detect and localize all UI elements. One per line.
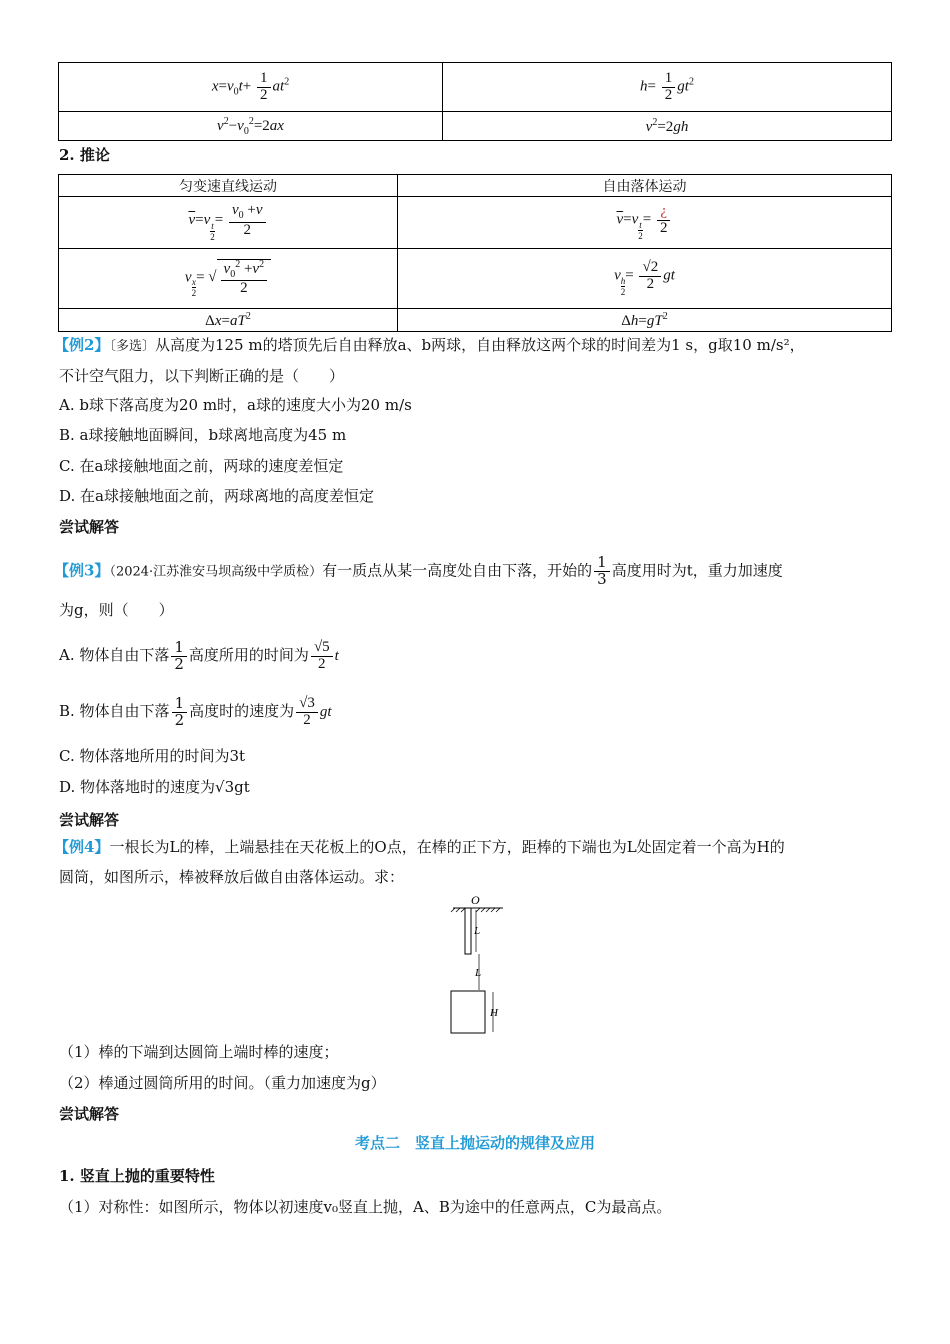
ex2-stem-line2: 不计空气阻力，以下判断正确的是（ ） [59, 367, 345, 385]
table1-r2-left: $v^2-v_0^2=2ax$ [59, 112, 443, 141]
ex2-stem1: 从高度为125 m的塔顶先后自由释放a、b两球，自由释放这两个球的时间差为1 s，g取10 m/s²， [154, 336, 805, 354]
table1-r2-right: $v^2=2gh$ [443, 112, 892, 141]
ex3-option-c: C. 物体落地所用的时间为3t [59, 747, 246, 765]
table2-header-right: 自由落体运动 [398, 175, 892, 197]
ex3-stem-line1 [54, 555, 783, 588]
table2-r2-left: v $\frac{x}{2}$ = √ $\frac{v_0^2 +v^2}{2}$ [59, 249, 398, 309]
ex3-try-answer: 尝试解答 [59, 811, 120, 829]
subheading-1-text: （1）对称性：如图所示，物体以初速度v₀竖直上抛，A、B为途中的任意两点，C为最高点。 [59, 1198, 672, 1216]
kinematics-table-1 [58, 62, 892, 141]
table2-r1-right: $\overline{v}=v$ $\frac{t}{2}$ = $\frac{¿}{2}$ [398, 197, 892, 249]
rod-tube-figure [445, 892, 515, 1038]
table2-r1-left: $\overline{v}=v$ $\frac{t}{2}$ = $\frac{v_0 +v}{2}$ [59, 197, 398, 249]
ex2-multi-label: 〔多选〕 [109, 339, 155, 354]
ex3-option-d: D. 物体落地时的速度为√3gt [59, 778, 250, 796]
ex4-try-answer: 尝试解答 [59, 1105, 120, 1123]
ex2-tag: 【例2】 [54, 336, 110, 354]
ex2-option-a: A. b球下落高度为20 m时，a球的速度大小为20 m/s [59, 396, 412, 414]
figure-label-l1: L [474, 925, 481, 937]
ex3-source: （2024·江苏淮安马坝高级中学质检） [109, 564, 323, 580]
ex4-stem1: 一根长为L的棒，上端悬挂在天花板上的O点，在棒的正下方，距棒的下端也为L处固定着一个高为H的 [109, 838, 785, 856]
table1-r1-left: $x=v_0t+$ $\frac{1}{2}$ $at^2$ [59, 63, 443, 112]
ex2-stem-line1 [54, 334, 805, 358]
figure-label-l2: L [475, 967, 482, 979]
figure-label-o: O [471, 893, 480, 907]
ex4-tag: 【例4】 [54, 838, 110, 856]
ex4-question-1: （1）棒的下端到达圆筒上端时棒的速度； [59, 1043, 339, 1061]
rod [465, 908, 471, 954]
ex2-option-b: B. a球接触地面瞬间，b球离地高度为45 m [59, 426, 347, 444]
table2-header-left: 匀变速直线运动 [59, 175, 398, 197]
ex3-tag: 【例3】 [54, 561, 110, 580]
table2-r3-left: $\Delta x=aT^2$ [59, 309, 398, 332]
ex3-option-a: A. 物体自由下落 $\frac{1}{2}$ 高度所用的时间为 $\frac{√5}{2}$ t [59, 637, 339, 673]
ex2-option-d: D. 在a球接触地面之前，两球离地的高度差恒定 [59, 487, 374, 505]
ex2-option-c: C. 在a球接触地面之前，两球的速度差恒定 [59, 457, 344, 475]
kinematics-table-2 [58, 174, 892, 332]
ex4-question-2: （2）棒通过圆筒所用的时间。（重力加速度为g） [59, 1074, 386, 1092]
ex3-option-b: B. 物体自由下落 $\frac{1}{2}$ 高度时的速度为 $\frac{√3}{2}$ gt [59, 693, 332, 729]
ex3-stem1a: 有一质点从某一高度处自由下落，开始的 [322, 561, 593, 580]
heading-inference: 2. 推论 [59, 146, 110, 164]
table2-r3-right: $\Delta h=gT^2$ [398, 309, 892, 332]
ex3-frac-num: 1 [594, 555, 610, 572]
ex4-stem-line2: 圆筒，如图所示，棒被释放后做自由落体运动。求： [59, 868, 405, 886]
ex3-stem1b: 高度用时为t，重力加速度 [611, 561, 783, 580]
subheading-1: 1. 竖直上抛的重要特性 [59, 1167, 215, 1185]
ex3-option-a-pre: A. 物体自由下落 [59, 646, 170, 664]
ex3-option-a-mid: 高度所用的时间为 [188, 646, 309, 664]
tube [451, 991, 485, 1033]
ex3-option-b-mid: 高度时的速度为 [189, 702, 295, 720]
figure-label-h: H [490, 1007, 498, 1019]
ex4-stem-line1 [54, 836, 785, 858]
table1-r1-right: h= $\frac{1}{2}$ $gt^2$ [443, 63, 892, 112]
ex3-stem-line2: 为g，则（ ） [59, 601, 174, 619]
ex2-try-answer: 尝试解答 [59, 518, 120, 536]
table2-r2-right: v $\frac{h}{2}$ = $\frac{√2}{2}$ gt [398, 249, 892, 309]
section-heading-2: 考点二 竖直上抛运动的规律及应用 [354, 1134, 595, 1152]
ex3-option-b-pre: B. 物体自由下落 [59, 702, 170, 720]
ex3-frac-den: 3 [597, 569, 607, 588]
